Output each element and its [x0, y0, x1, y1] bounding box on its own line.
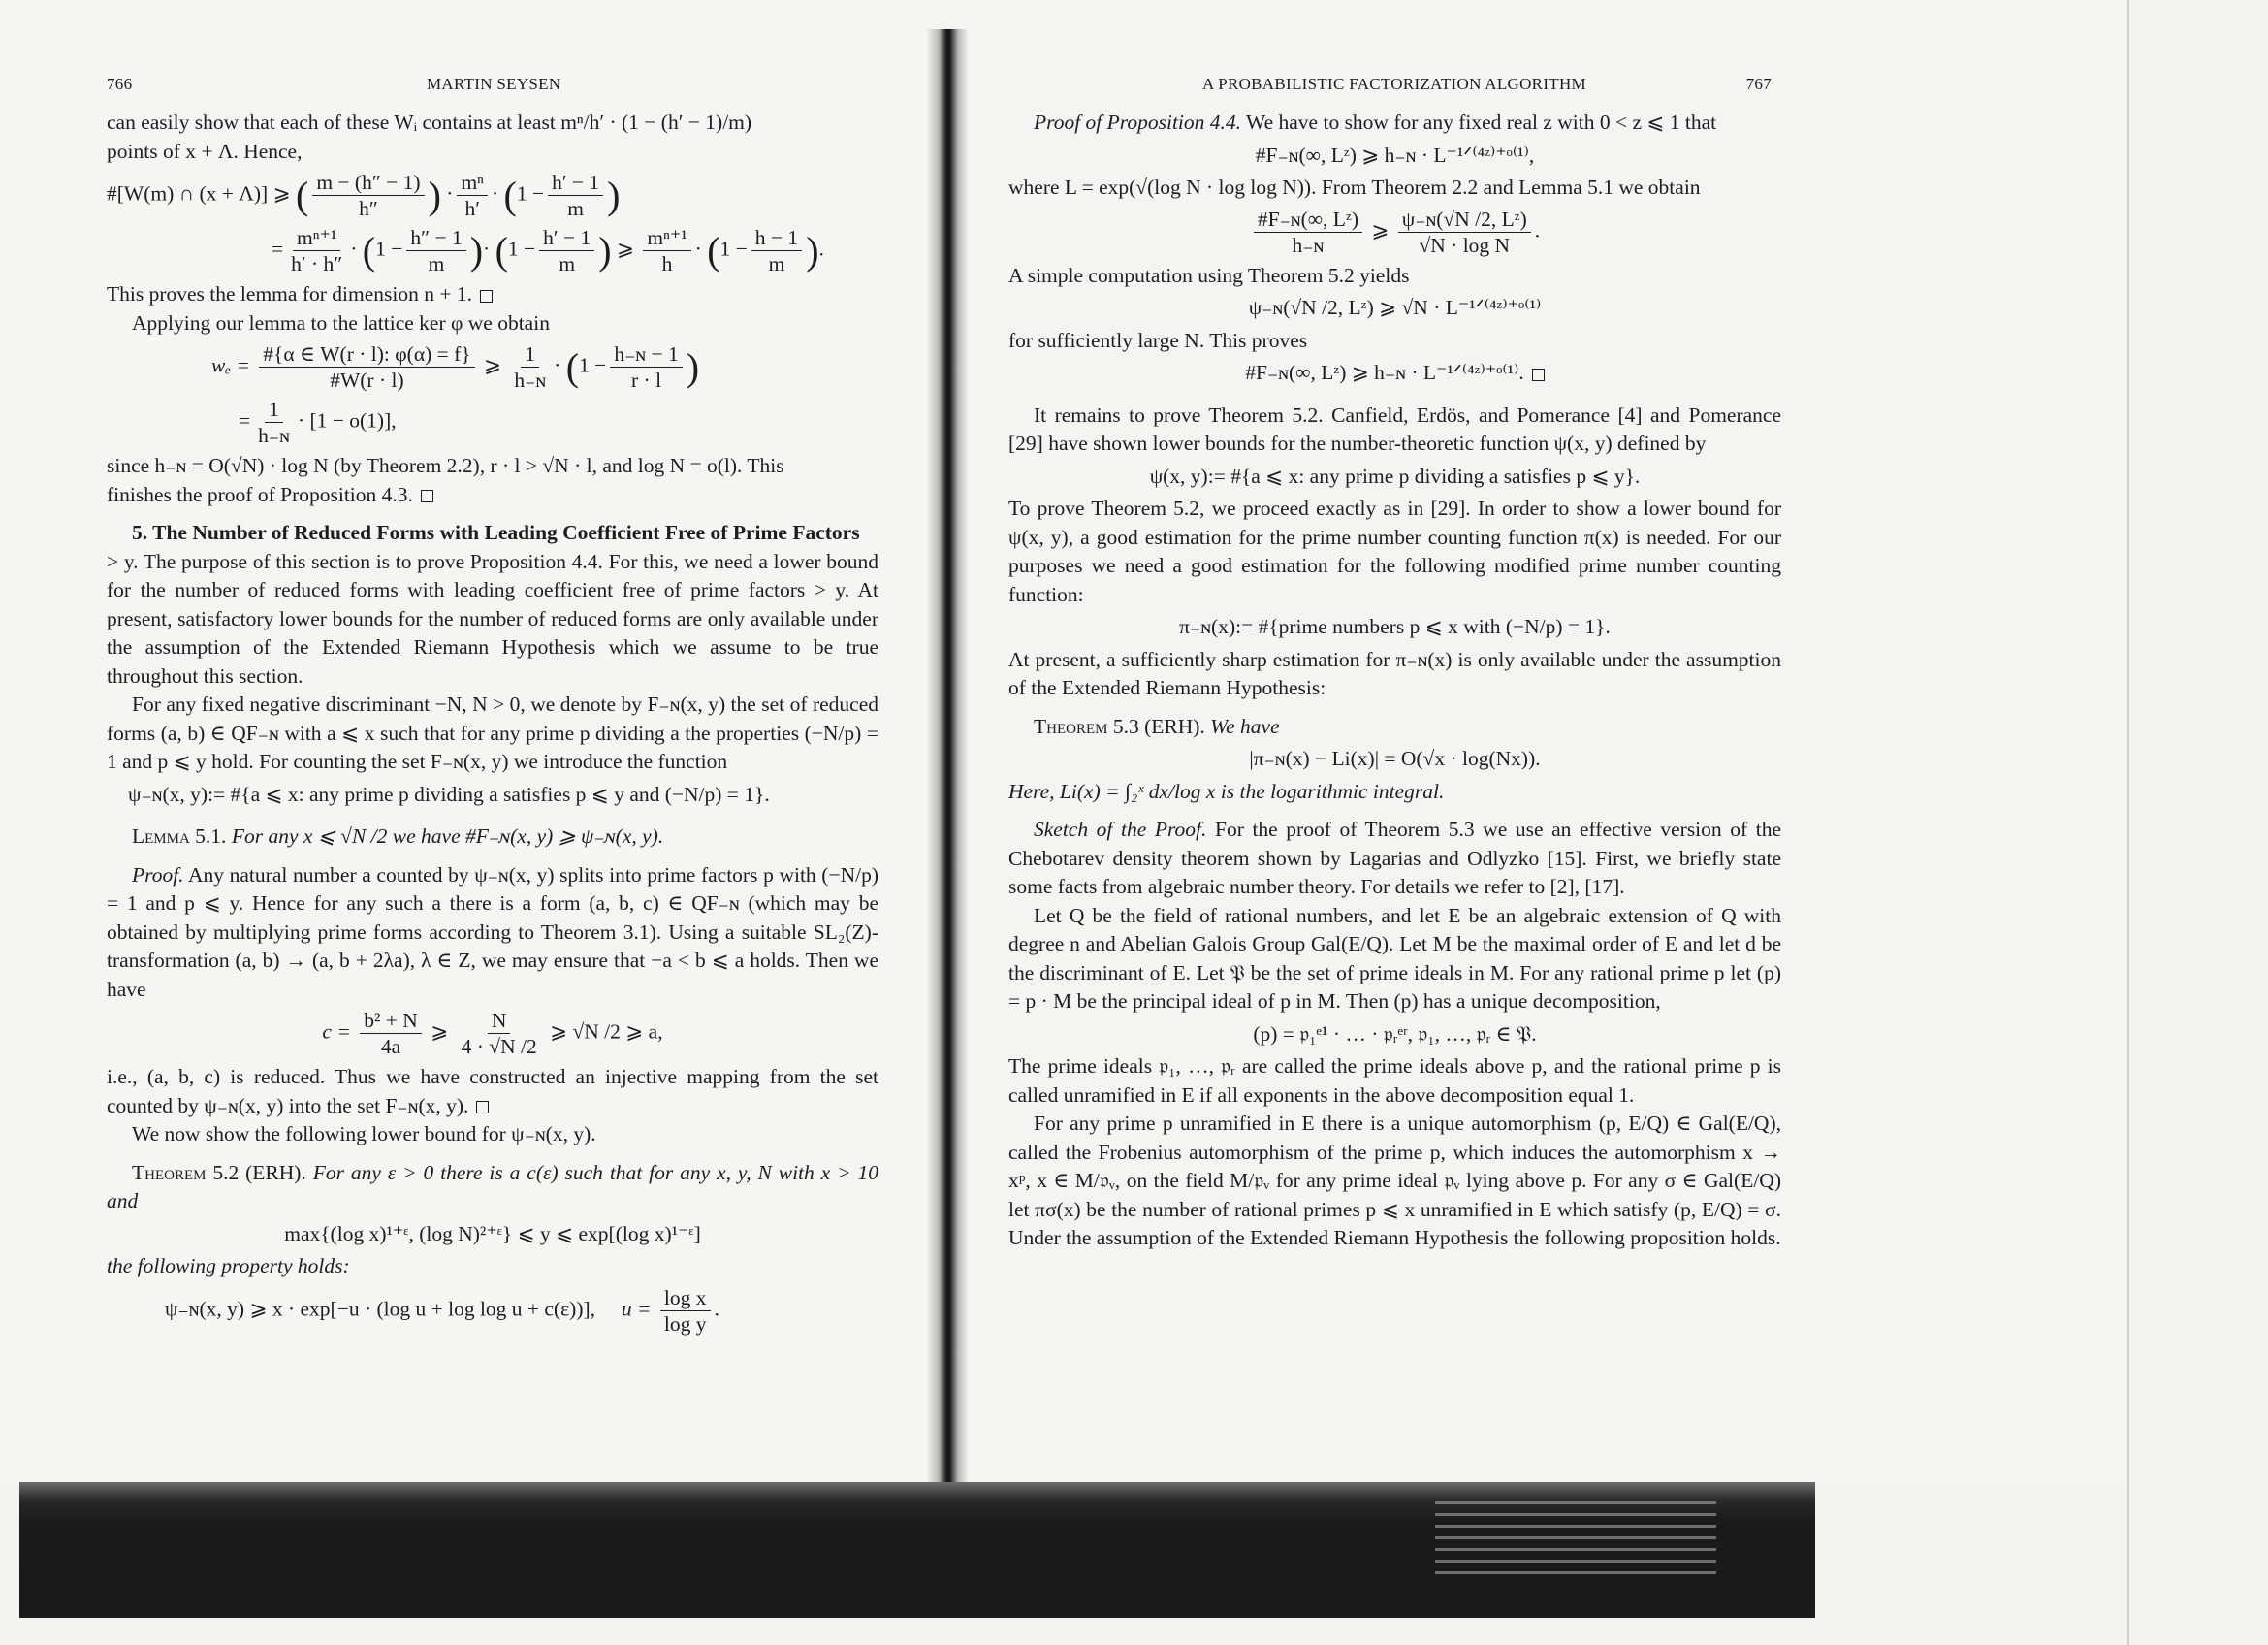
text-line: A simple computation using Theorem 5.2 yields	[1008, 263, 1410, 287]
proof: Proof of Proposition 4.4. We have to show for any fixed real z with 0 < z ⩽ 1 that	[1034, 111, 1717, 134]
paragraph: The prime ideals 𝔭₁, …, 𝔭ᵣ are called the prime ideals above p, and the rational prime p is called unramified in E if all exponents in the above decomposition equal 1.	[1008, 1054, 1781, 1107]
text-line: We now show the following lower bound for ψ₋ɴ(x, y).	[132, 1122, 596, 1145]
text-line: since h₋ɴ = O(√N) · log N (by Theorem 2.2), r · l > √N · l, and log N = o(l). This	[107, 454, 784, 477]
theorem: Theorem 5.2 (ERH). For any ε > 0 there is a c(ε) such that for any x, y, N with x > 10 and	[107, 1160, 878, 1212]
text-line: finishes the proof of Proposition 4.3.	[107, 481, 878, 510]
equation: $\frac{\text{\#F₋ɴ(∞, Lᶻ)}}{\text{h₋ɴ}}$ ⩾ $\frac{\text{ψ₋ɴ(√N /2, Lᶻ)}}{\text{√N · log N}}$ .	[1008, 207, 1781, 258]
book-gutter	[926, 29, 969, 1484]
equation: ψ(x, y):= #{a ⩽ x: any prime p dividing a satisfies p ⩽ y}.	[1149, 464, 1641, 488]
author-head: MARTIN SEYSEN	[427, 75, 561, 93]
sketch: Sketch of the Proof. For the proof of Theorem 5.3 we use an effective version of the Chebotarev density theorem shown by Lagarias and Odlyzko [15]. First, we briefly state some facts from algebraic number theory. For details we refer to [2], [17].	[1008, 818, 1781, 898]
section-heading: 5. The Number of Reduced Forms with Leading Coefficient Free of Prime Factors	[132, 521, 860, 544]
title-head: A PROBABILISTIC FACTORIZATION ALGORITHM	[1202, 75, 1586, 93]
text-line: Applying our lemma to the lattice ker φ we obtain	[132, 310, 550, 335]
equation: #F₋ɴ(∞, Lᶻ) ⩾ h₋ɴ · L⁻¹ᐟ⁽⁴ᶻ⁾⁺ᵒ⁽¹⁾,	[1255, 143, 1535, 167]
qed-square-icon	[1532, 369, 1545, 381]
qed-square-icon	[480, 290, 493, 303]
lemma: Lemma 5.1. For any x ⩽ √N /2 we have #F₋ɴ(x, y) ⩾ ψ₋ɴ(x, y).	[132, 824, 664, 848]
paragraph: Let Q be the field of rational numbers, and let E be an algebraic extension of Q with degree n and Abelian Galois Group Gal(E/Q). Let M be the maximal order of E and let d be the discriminant of E. Let 𝔓 be the set of prime ideals in M. For any rational prime p let (p) = p · M be the principal ideal of p in M. Then (p) has a unique decomposition,	[1008, 903, 1781, 1013]
equation: π₋ɴ(x):= #{prime numbers p ⩽ x with (−N/p) = 1}.	[1179, 615, 1611, 638]
page-edge	[2127, 0, 2268, 1645]
equation: ψ₋ɴ(x, y):= #{a ⩽ x: any prime p dividing a satisfies p ⩽ y and (−N/p) = 1}.	[128, 782, 770, 806]
paragraph: For any prime p unramified in E there is a unique automorphism (p, E/Q) ∈ Gal(E/Q), called the Frobenius automorphism of the prime p, which induces the automorphism x → xᵖ, x ∈ M/𝔭ᵥ, on the field M/𝔭ᵥ for any prime ideal 𝔭ᵥ lying above p. For any σ ∈ Gal(E/Q) let πσ(x) be the number of rational primes p ⩽ x unramified in E which satisfy (p, E/Q) = σ. Under the assumption of the Extended Riemann Hypothesis the following proposition holds.	[1008, 1112, 1781, 1249]
left-running-head	[107, 66, 878, 109]
text-line: for sufficiently large N. This proves	[1008, 328, 1308, 352]
text-line: can easily show that each of these Wᵢ contains at least mⁿ/h′ · (1 − (h′ − 1)/m)	[107, 111, 752, 134]
qed-square-icon	[476, 1101, 489, 1113]
text-line: where L = exp(√(log N · log log N)). From Theorem 2.2 and Lemma 5.1 we obtain	[1008, 176, 1701, 199]
paragraph: i.e., (a, b, c) is reduced. Thus we have constructed an injective mapping from the set counted by ψ₋ɴ(x, y) into the set F₋ɴ(x, y).	[107, 1065, 878, 1117]
equation: #[W(m) ∩ (x + Λ)] ⩾ ( $\frac{m - (h'' - 1)}{h''}$ ) · $\frac{\text{mⁿ}}{h'}$ · (1 − $\frac{h' - 1}{m}$ )	[107, 171, 621, 220]
right-page-text	[1008, 66, 1781, 1253]
equation: |π₋ɴ(x) − Li(x)| = O(√x · log(Nx)).	[1249, 747, 1541, 770]
equation: = $\frac{1}{\text{h₋ɴ}}$ · [1 − o(1)],	[239, 398, 397, 447]
equation: ψ₋ɴ(√N /2, Lᶻ) ⩾ √N · L⁻¹ᐟ⁽⁴ᶻ⁾⁺ᵒ⁽¹⁾	[1248, 296, 1542, 319]
theorem: Theorem 5.3 (ERH). We have	[1034, 714, 1280, 738]
paragraph: At present, a sufficiently sharp estimation for π₋ɴ(x) is only available under the assumption of the Extended Riemann Hypothesis:	[1008, 647, 1781, 699]
paragraph: It remains to prove Theorem 5.2. Canfield, Erdös, and Pomerance [4] and Pomerance [29] have shown lower bounds for the number-theoretic function ψ(x, y) defined by	[1008, 403, 1781, 455]
text-line: points of x + Λ. Hence,	[107, 139, 303, 163]
paragraph: For any fixed negative discriminant −N, N > 0, we denote by F₋ɴ(x, y) the set of reduced forms (a, b) ∈ QF₋ɴ with a ⩽ x such that for any prime p dividing a the properties (−N/p) = 1 and p ⩽ y hold. For counting the set F₋ɴ(x, y) we introduce the function	[107, 693, 878, 773]
equation: #F₋ɴ(∞, Lᶻ) ⩾ h₋ɴ · L⁻¹ᐟ⁽⁴ᶻ⁾⁺ᵒ⁽¹⁾.	[1008, 359, 1781, 388]
text-line: This proves the lemma for dimension n + 1.	[107, 280, 878, 309]
left-page-text	[107, 66, 878, 1340]
text-line: Here, Li(x) = ∫₂ˣ dx/log x is the logarithmic integral.	[1008, 779, 1445, 803]
equation: max{(log x)¹⁺ᵋ, (log N)²⁺ᵋ} ⩽ y ⩽ exp[(log x)¹⁻ᵋ]	[284, 1221, 701, 1245]
paragraph: > y. The purpose of this section is to prove Proposition 4.4. For this, we need a lower bound for the number of reduced forms with leading coefficient free of prime factors > y. At present, satisfactory lower bounds for the number of reduced forms are only available under the assumption of the Extended Riemann Hypothesis which we assume to be true throughout this section.	[107, 549, 878, 688]
equation: ψ₋ɴ(x, y) ⩾ x · exp[−u · (log u + log log u + c(ε))], u = $\frac{\text{log x}}{\text{log y}}$ .	[165, 1285, 719, 1336]
equation: wₑ = $\frac{\#\{\alpha \in W(r \cdot l): \varphi(\alpha) = f\}}{\#W(r \cdot l)}$ ⩾ $\frac{1}{\text{h₋ɴ}}$ · (1 − $\frac{\text{h₋ɴ − 1}}{r \cdot l}$ )	[211, 342, 700, 392]
page-number: 767	[1745, 75, 1772, 93]
equation: = $\frac{\text{mⁿ⁺¹}}{h' \cdot h''}$ · (1 − $\frac{h'' - 1}{m}$ )· (1 − $\frac{h' - 1}{m}$ ) ⩾ $\frac{\text{mⁿ⁺¹}}{h}$ · (1 − $\frac{h - 1}{m}$ ).	[272, 226, 824, 275]
proof: Proof. Any natural number a counted by ψ₋ɴ(x, y) splits into prime factors p with (−N/p) = 1 and p ⩽ y. Hence for any such a there is a form (a, b, c) ∈ QF₋ɴ (which may be obtained by multiplying prime forms according to Theorem 3.1). Using a suitable SL₂(Z)-transformation (a, b) → (a, b + 2λa), λ ∈ Z, we may ensure that −a < b ⩽ a holds. Then we have	[107, 862, 878, 1001]
paragraph: To prove Theorem 5.2, we proceed exactly as in [29]. In order to show a lower bound for ψ(x, y), a good estimation for the prime number counting function π(x) is needed. For our purposes we need a good estimation for the following modified prime number counting function:	[1008, 497, 1781, 606]
right-running-head	[1008, 66, 1781, 109]
equation: (p) = 𝔭₁ᵉ¹ · … · 𝔭ᵣᵉʳ, 𝔭₁, …, 𝔭ᵣ ∈ 𝔓.	[1253, 1021, 1537, 1046]
page-number: 766	[107, 75, 133, 93]
equation: c = $\frac{\text{b² + N}}{4a}$ ⩾ $\frac{N}{4 \cdot √N /2}$ ⩾ √N /2 ⩾ a,	[322, 1009, 663, 1058]
scanner-bottom-band	[19, 1482, 1815, 1618]
text-line: the following property holds:	[107, 1254, 350, 1277]
qed-square-icon	[421, 490, 433, 502]
